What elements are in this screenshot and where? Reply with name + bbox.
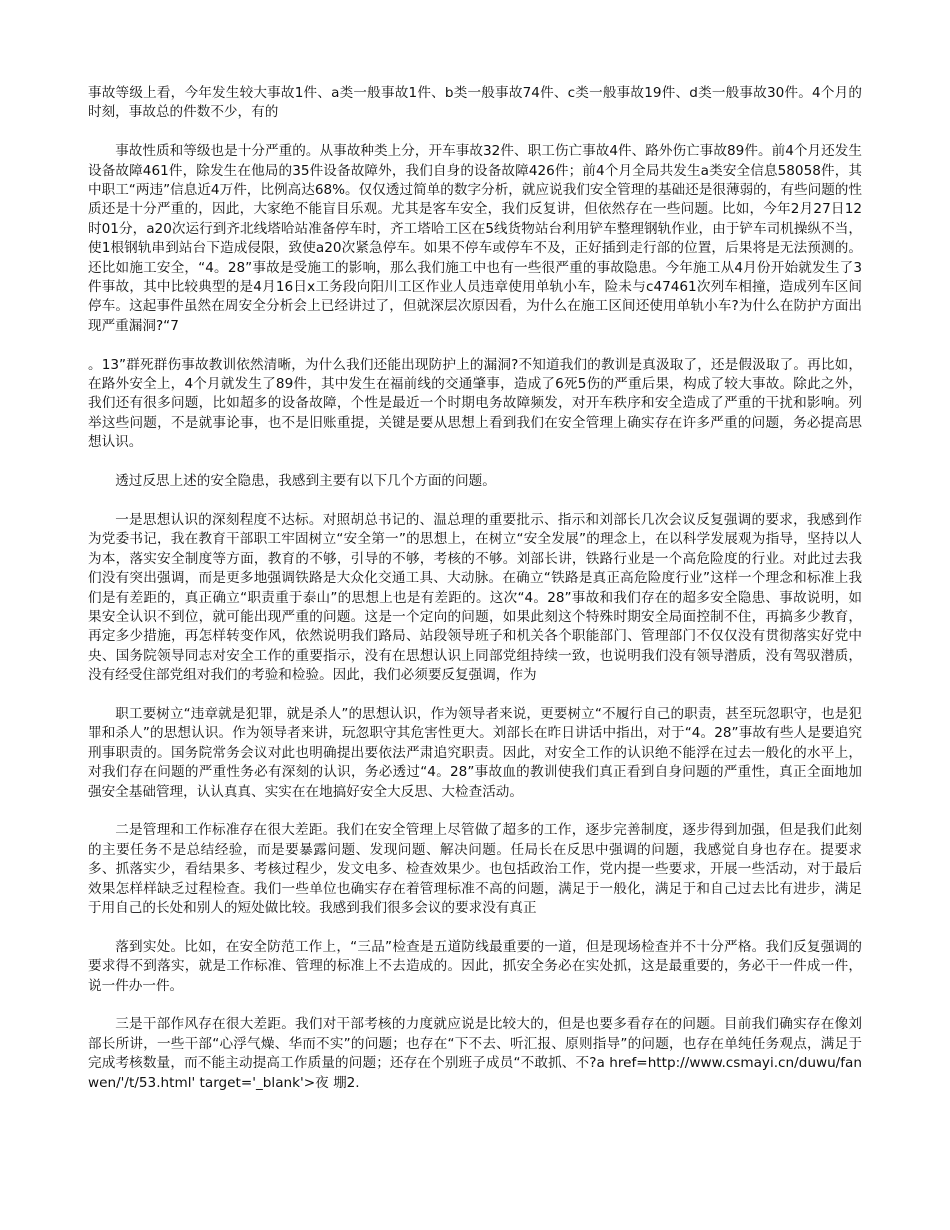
paragraph: 三是干部作风存在很大差距。我们对干部考核的力度就应说是比较大的，但是也要多看存在的问题。目前我们确实存在像刘部长所讲，一些干部“心浮气燥、华而不实”的问题；也存在“下不去、听汇报、原则指导”的问题，也存在单纯任务观点，满足于完成考核数量，而不能主动提高工作质量的问题；还存在个别班子成员“不敢抓、不?a href=http://www.csmayi.cn/duwu/fanwen/'/t/53.html' target='_blank'>夜 堋2. — [88, 1016, 862, 1091]
paragraph: 事故性质和等级也是十分严重的。从事故种类上分，开车事故32件、职工伤亡事故4件、路外伤亡事故89件。前4个月还发生设备故障461件，除发生在他局的35件设备故障外，我们自身的设备故障426件；前4个月全局共发生a类安全信息58058件，其中职工“两违”信息近4万件，比例高达68%。仅仅透过简单的数字分析，就应说我们安全管理的基础还是很薄弱的，有些问题的性质还是十分严重的，因此，大家绝不能盲目乐观。尤其是客车安全，我们反复讲，但依然存在一些问题。比如，今年2月27日12时01分，a20次运行到齐北线塔哈站准备停车时，齐工塔哈工区在5线货物站台利用铲车整理钢轨作业，由于铲车司机操纵不当，使1根钢轨串到站台下造成侵限，致使a20次紧急停车。如果不停车或停车不及，正好插到走行部的位置，后果将是无法预测的。还比如施工安全，“4。28”事故是受施工的影响，那么我们施工中也有一些很严重的事故隐患。今年施工从4月份开始就发生了3件事故，其中比较典型的是4月16日x工务段向阳川工区作业人员违章使用单轨小车，险未与c47461次列车相撞，造成列车区间停车。这起事件虽然在周安全分析会上已经讲过了，但就深层次原因看，为什么在施工区间还使用单轨小车?为什么在防护方面出现严重漏洞?“7 — [88, 143, 862, 334]
document-body — [88, 84, 862, 1093]
paragraph: 职工要树立“违章就是犯罪，就是杀人”的思想认识，作为领导者来说，更要树立“不履行自己的职责，甚至玩忽职守，也是犯罪和杀人”的思想认识。作为领导者来讲，玩忽职守其危害性更大。刘部长在昨日讲话中指出，对于“4。28”事故有些人是要追究刑事职责的。国务院常务会议对此也明确提出要依法严肃追究职责。因此，对安全工作的认识绝不能浮在过去一般化的水平上，对我们存在问题的严重性务必有深刻的认识，务必透过“4。28”事故血的教训使我们真正看到自身问题的严重性，真正全面地加强安全基础管理，认认真真、实实在在地搞好安全大反思、大检查活动。 — [88, 705, 862, 800]
paragraph: 落到实处。比如，在安全防范工作上，“三品”检查是五道防线最重要的一道，但是现场检查并不十分严格。我们反复强调的要求得不到落实，就是工作标准、管理的标准上不去造成的。因此，抓安全务必在实处抓，这是最重要的，务必干一件成一件，说一件办一件。 — [88, 938, 862, 994]
paragraph: 事故等级上看，今年发生较大事故1件、a类一般事故1件、b类一般事故74件、c类一般事故19件、d类一般事故30件。4个月的时刻，事故总的件数不少，有的 — [88, 85, 862, 121]
paragraph: 。13”群死群伤事故教训依然清晰，为什么我们还能出现防护上的漏洞?不知道我们的教训是真汲取了，还是假汲取了。再比如，在路外安全上，4个月就发生了89件，其中发生在福前线的交通肇事，造成了6死5伤的严重后果，构成了较大事故。除此之外，我们还有很多问题，比如超多的设备故障，个性是最近一个时期电务故障频发，对开车秩序和安全造成了严重的干扰和影响。列举这些问题，不是就事论事，也不是旧账重提，关键是要从思想上看到我们在安全管理上确实存在许多严重的问题，务必提高思想认识。 — [88, 356, 862, 451]
paragraph: 二是管理和工作标准存在很大差距。我们在安全管理上尽管做了超多的工作，逐步完善制度，逐步得到加强，但是我们此刻的主要任务不是总结经验，而是要暴露问题、发现问题、解决问题。任局长在反思中强调的问题，我感觉自身也存在。提要求多、抓落实少，看结果多、考核过程少，发文电多、检查效果少。也包括政治工作，党内提一些要求，开展一些活动，对于最后效果怎样样缺乏过程检查。我们一些单位也确实存在着管理标准不高的问题，满足于一般化，满足于和自己过去比有进步，满足于用自己的长处和别人的短处做比较。我感到我们很多会议的要求没有真正 — [88, 822, 862, 916]
paragraph: 透过反思上述的安全隐患，我感到主要有以下几个方面的问题。 — [115, 473, 496, 490]
paragraph: 一是思想认识的深刻程度不达标。对照胡总书记的、温总理的重要批示、指示和刘部长几次会议反复强调的要求，我感到作为党委书记，我在教育干部职工牢固树立“安全第一”的思想上，在树立“安全发展”的理念上，在以科学发展观为指导，坚持以人为本，落实安全制度等方面，教育的不够，引导的不够，考核的不够。刘部长讲，铁路行业是一个高危险度的行业。对此过去我们没有突出强调，而是更多地强调铁路是大众化交通工具、大动脉。在确立“铁路是真正高危险度行业”这样一个理念和标准上我们是有差距的，真正确立“职责重于泰山”的思想上也是有差距的。这次“4。28”事故和我们存在的超多安全隐患、事故说明，如果安全认识不到位，就可能出现严重的问题。这是一个定向的问题，如果此刻这个特殊时期安全局面控制不住，再搞多少教育，再定多少措施，再怎样转变作风，依然说明我们路局、站段领导班子和机关各个职能部门、管理部门不仅仅没有贯彻落实好党中央、国务院领导同志对安全工作的重要指示，没有在思想认识上同部党组持续一致，也说明我们没有领导潜质，没有驾驭潜质，没有经受住部党组对我们的考验和检验。因此，我们必须要反复强调，作为 — [88, 511, 862, 684]
